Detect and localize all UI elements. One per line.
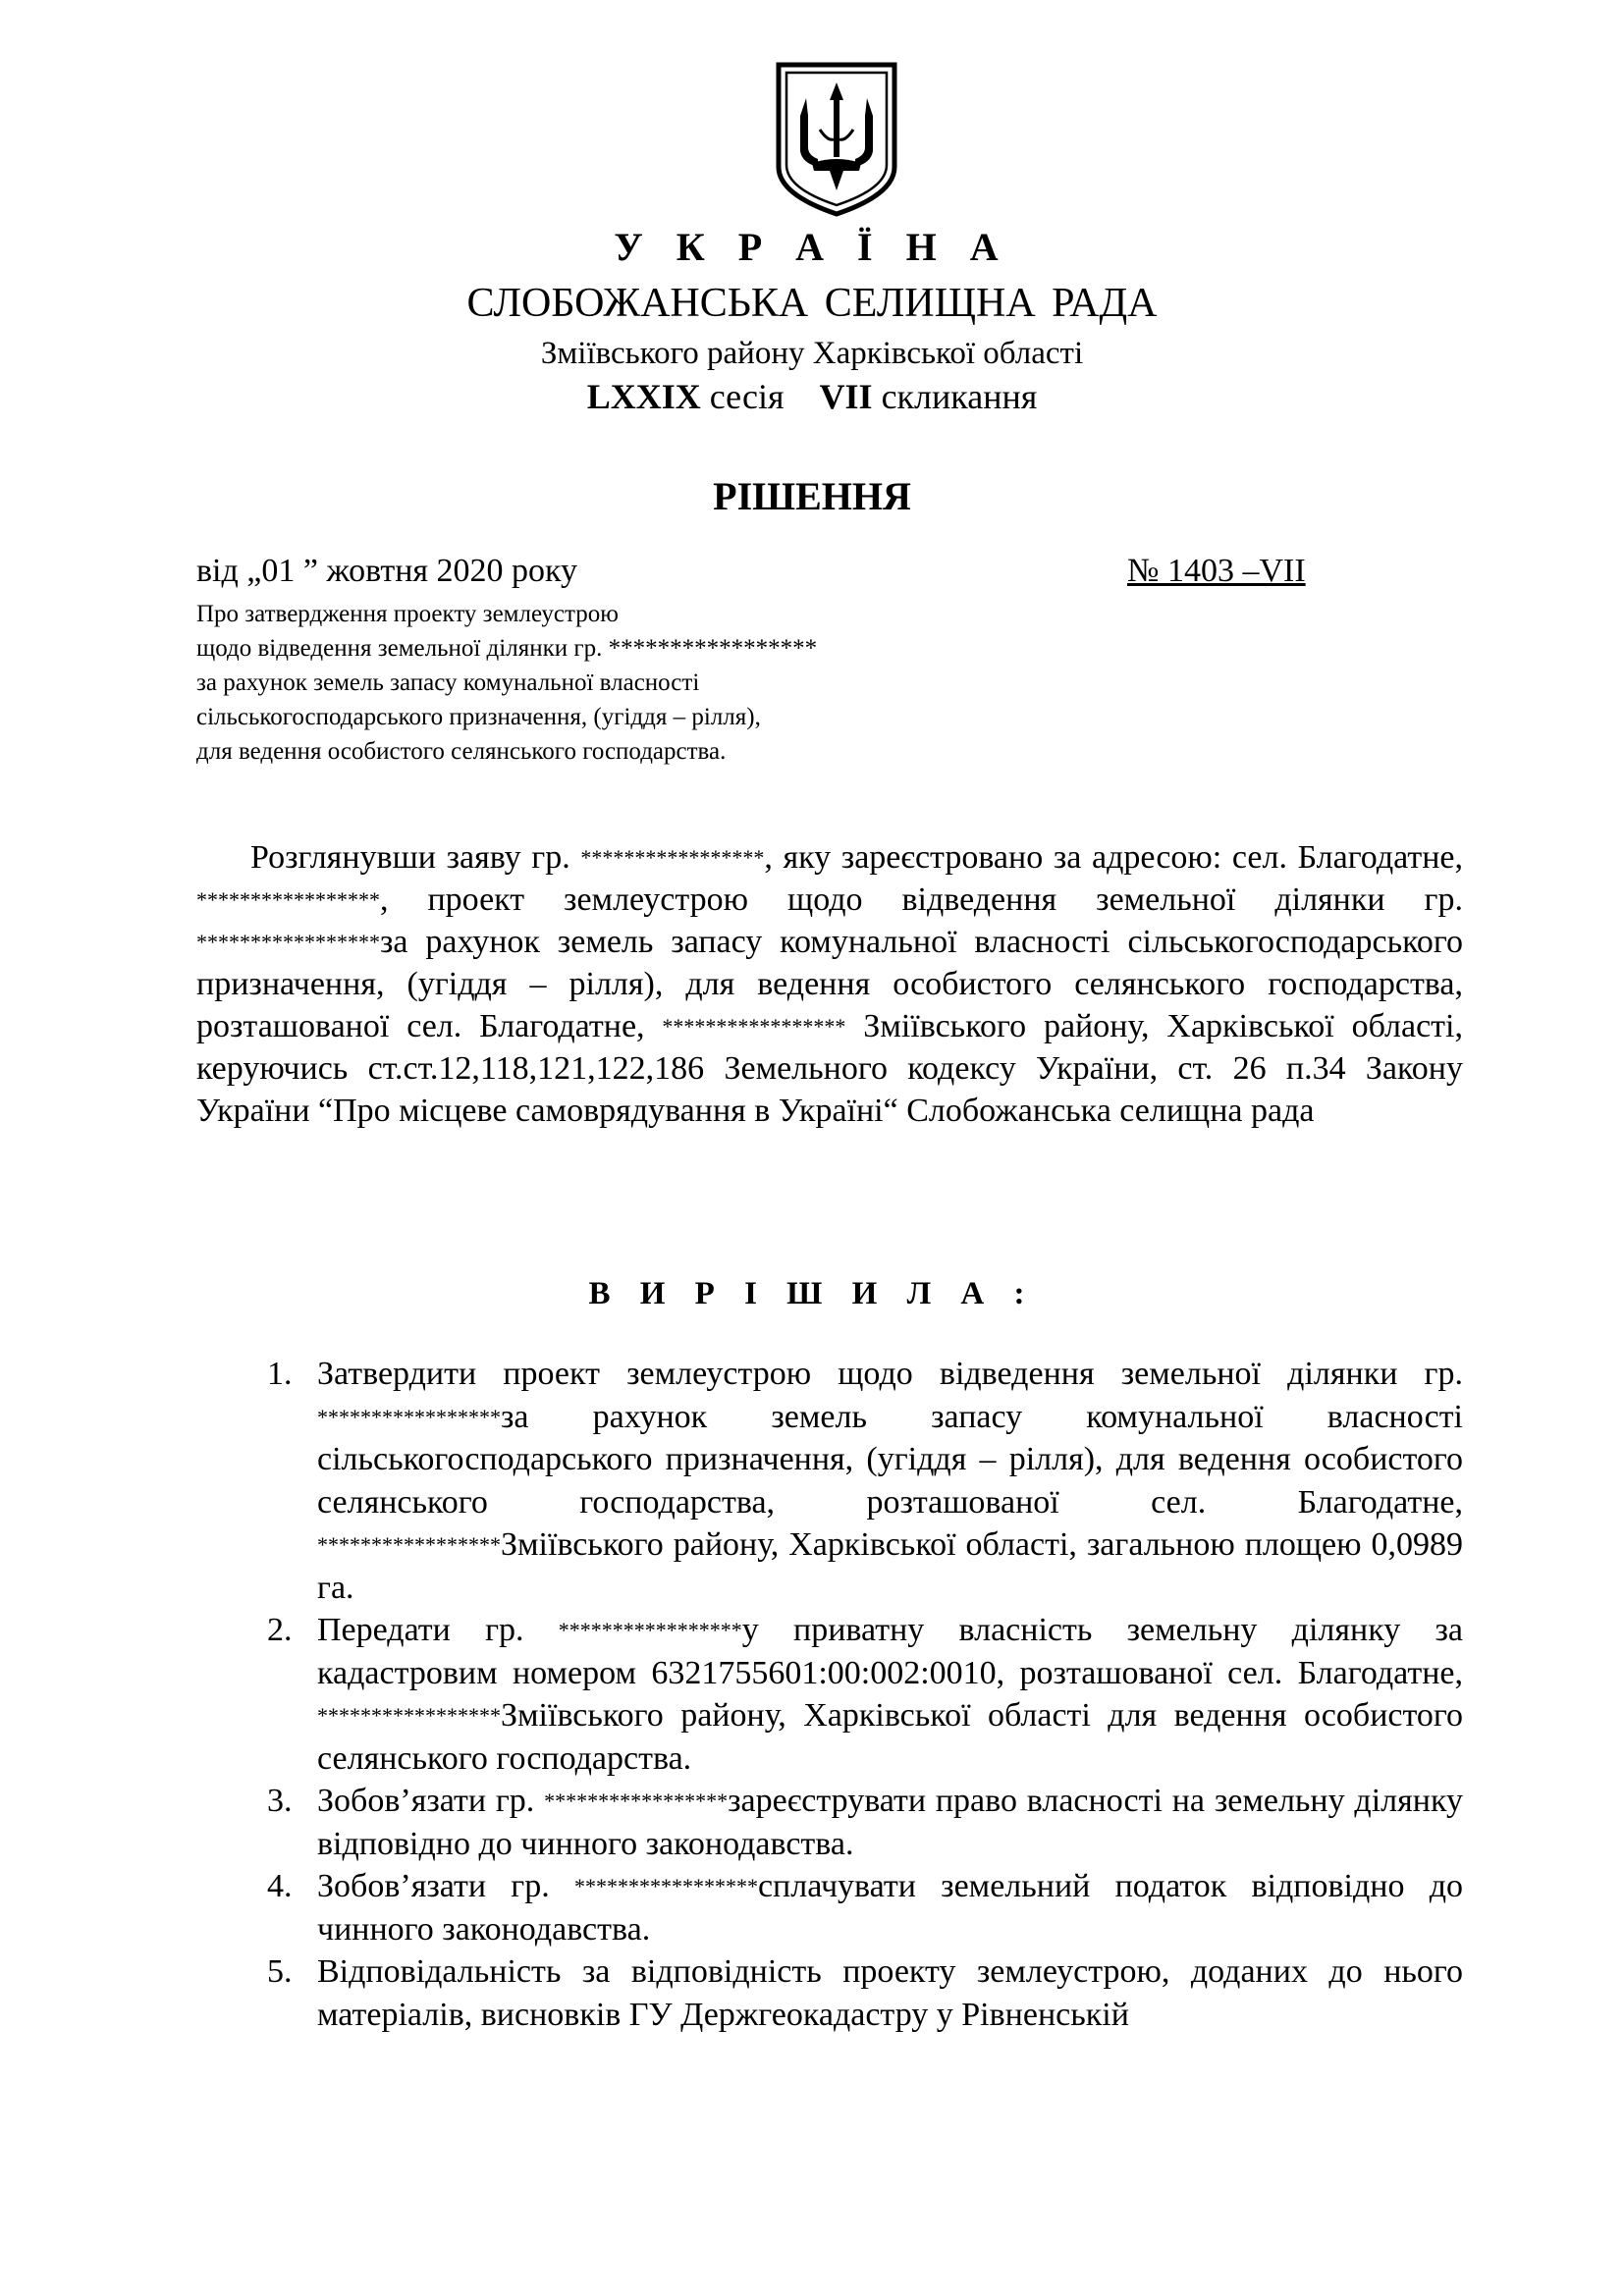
decision-text: Зміївського району, Харківської області для ведення особистого селянського господарства.: [317, 1697, 1463, 1777]
session-word: сесія: [709, 377, 785, 416]
preamble-text: , проект землеустрою щодо відведення земельної ділянки гр.: [380, 881, 1463, 918]
decision-item: [263, 1780, 1463, 1865]
decision-text: Зобов’язати гр.: [317, 1783, 545, 1819]
preamble-text: Розглянувши заяву гр.: [250, 839, 581, 876]
decision-text: зареєструвати право власності на земельну ділянку відповідно до чинного законодавства.: [317, 1783, 1463, 1862]
redacted-address: *****************: [317, 1532, 501, 1557]
session-line: [0, 376, 1624, 417]
decision-item: [263, 1950, 1463, 2036]
preamble-paragraph: [196, 836, 1463, 1132]
decision-text: Зобов’язати гр.: [317, 1868, 574, 1904]
convocation-word: скликання: [881, 377, 1038, 416]
preamble-text: Зміївського району, Харківської області, керуючись ст.ст.12,118,121,122,186 Земельного кодексу України, ст. 26 п.34 Закону України “Про місцеве самоврядування в Україні“ Слобожанська селищна рада: [196, 1008, 1463, 1129]
decision-item: [263, 1353, 1463, 1609]
decision-item-number: 1.: [267, 1356, 293, 1392]
subject-line: щодо відведення земельної ділянки гр. *****************: [196, 635, 818, 662]
council-name: СЛОБОЖАНСЬКА СЕЛИЩНА РАДА: [466, 281, 1158, 326]
decision-date: від „01 ” жовтня 2020 року: [196, 553, 578, 589]
redacted-name: *****************: [580, 845, 765, 870]
decision-text: Відповідальність за відповідність проекту землеустрою, доданих до нього матеріалів, висновків ГУ Держгеокадастру у Рівненській: [317, 1953, 1463, 2033]
country-heading: У К Р А Ї Н А: [614, 225, 1010, 269]
session-numeral: LXXIX: [586, 377, 701, 416]
subject-line: для ведення особистого селянського господарства.: [196, 738, 727, 765]
subject-line: сільськогосподарського призначення, (угіддя – рілля),: [196, 704, 761, 730]
preamble-text: за рахунок земель запасу комунальної власності сільськогосподарського призначення, (угіддя – рілля), для ведення особистого селянського господарства, розташованої сел. Благодатне,: [196, 924, 1463, 1044]
decision-list: [263, 1353, 1463, 2036]
redacted-name: *****************: [558, 1618, 742, 1642]
decision-item-number: 2.: [267, 1612, 293, 1648]
decision-text: Передати гр.: [317, 1612, 559, 1648]
preamble-text: , яку зареєстровано за адресою: сел. Благодатне,: [764, 839, 1463, 876]
decision-subject: [196, 597, 817, 769]
decision-item-number: 3.: [267, 1783, 293, 1819]
redacted-address: *****************: [662, 1014, 846, 1039]
decision-item-number: 4.: [267, 1868, 293, 1904]
district-region: Зміївського району Харківської області: [540, 336, 1084, 371]
redacted-address: *****************: [317, 1703, 501, 1728]
convocation-numeral: VII: [819, 377, 873, 416]
decision-item: [263, 1609, 1463, 1780]
decision-text: за рахунок земель запасу комунальної власності сільськогосподарського призначення, (угіддя – рілля), для ведення особистого селянського господарства, розташованої сел. Благодатне,: [317, 1398, 1463, 1521]
redacted-name: *****************: [196, 930, 380, 954]
decision-title: РІШЕННЯ: [713, 474, 911, 518]
redacted-name: *****************: [544, 1789, 729, 1813]
redacted-name: *****************: [573, 1874, 758, 1898]
subject-line: за рахунок земель запасу комунальної власності: [196, 669, 700, 696]
decision-text: сплачувати земельний податок відповідно до чинного законодавства.: [317, 1868, 1463, 1948]
decision-item-number: 5.: [267, 1953, 293, 1990]
subject-line: Про затвердження проекту землеустрою: [196, 601, 619, 627]
redacted-name: *****************: [317, 1404, 501, 1429]
resolved-heading: В И Р І Ш И Л А :: [588, 1276, 1036, 1311]
decision-text: Зміївського району, Харківської області, загальною площею 0,0989 га.: [317, 1526, 1463, 1606]
decision-text: Затвердити проект землеустрою щодо відведення земельної ділянки гр.: [317, 1356, 1463, 1392]
decision-text: у приватну власність земельну ділянку за кадастровим номером 6321755601:00:002:0010, розташованої сел. Благодатне,: [317, 1612, 1463, 1691]
decision-number: № 1403 –VII: [1127, 553, 1306, 589]
redacted-address: *****************: [196, 887, 380, 912]
trident-emblem-icon: [773, 61, 900, 218]
decision-item: [263, 1865, 1463, 1950]
